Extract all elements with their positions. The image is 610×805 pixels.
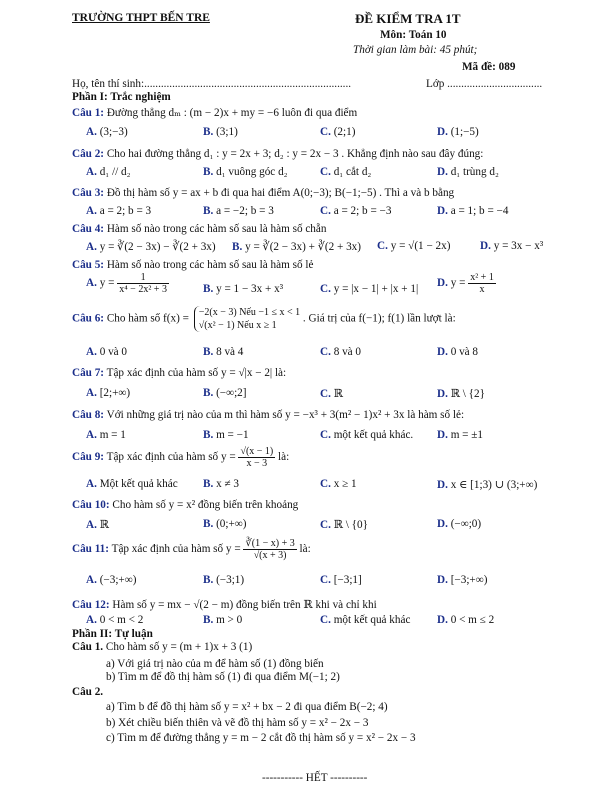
- student-name-field: Họ, tên thí sinh:..........................................................................: [72, 78, 352, 90]
- q10-option-b: B. (0;+∞): [203, 518, 247, 530]
- q9-option-b: B. x ≠ 3: [203, 478, 239, 490]
- class-field: Lớp ..................................: [426, 78, 543, 90]
- q11-option-d: D. [−3;+∞): [437, 574, 488, 586]
- subject: Môn: Toán 10: [380, 29, 447, 41]
- q9-option-d: D. x ∈ [1;3) ∪ (3;+∞): [437, 479, 538, 491]
- q2-option-c: C. d₁ cắt d₂: [320, 166, 372, 178]
- q4-option-c: C. y = √(1 − 2x): [377, 240, 451, 252]
- q12-option-d: D. 0 < m ≤ 2: [437, 614, 495, 626]
- q8-option-d: D. m = ±1: [437, 429, 484, 441]
- part1-title: Phần I: Trắc nghiệm: [72, 91, 171, 103]
- q11-option-c: C. [−3;1]: [320, 574, 362, 586]
- q2-option-a: A. d₁ // d₂: [86, 166, 131, 178]
- essay-q1-a: a) Với giá trị nào của m để hàm số (1) đồng biến: [106, 658, 324, 670]
- q1-option-c: C. (2;1): [320, 126, 356, 138]
- q6-option-c: C. 8 và 0: [320, 346, 362, 358]
- exam-code: Mã đề: 089: [462, 61, 516, 73]
- q5-option-a: A. y = $\frac{1}{\text{x⁴ − 2x² + 3}}$: [86, 272, 167, 295]
- q10-option-c: C. ℝ \ {0}: [320, 519, 369, 531]
- q4-option-d: D. y = 3x − x³: [480, 240, 544, 252]
- q7-option-b: B. (−∞;2]: [203, 387, 247, 399]
- question-4: Câu 4: Hàm số nào trong các hàm số sau là hàm số chẵn: [72, 223, 327, 235]
- q9-option-a: A. Một kết quả khác: [86, 478, 178, 490]
- q7-option-c: C. ℝ: [320, 388, 343, 400]
- question-8: Câu 8: Với những giá trị nào của m thì hàm số y = −x³ + 3(m² − 1)x² + 3x là hàm số lẻ:: [72, 409, 465, 421]
- q10-option-d: D. (−∞;0): [437, 518, 482, 530]
- q7-option-a: A. [2;+∞): [86, 387, 131, 399]
- q6-option-a: A. 0 và 0: [86, 346, 128, 358]
- q3-option-d: D. a = 1; b = −4: [437, 205, 509, 217]
- q3-option-b: B. a = −2; b = 3: [203, 205, 274, 217]
- q2-option-d: D. d₁ trùng d₂: [437, 166, 499, 178]
- piecewise-cases: −2(x − 3) Nếu −1 ≤ x < 1 √(x² − 1) Nếu x ≥ 1: [194, 306, 300, 332]
- q8-option-c: C. một kết quả khác.: [320, 429, 414, 441]
- q4-option-a: A. y = ∛(2 − 3x) − ∛(2 + 3x): [86, 241, 216, 253]
- q4-option-b: B. y = ∛(2 − 3x) + ∛(2 + 3x): [232, 241, 361, 253]
- question-2: Câu 2: Cho hai đường thẳng d₁ : y = 2x + 3; d₂ : y = 2x − 3 . Khẳng định nào sau đây đúng:: [72, 148, 484, 160]
- question-7: Câu 7: Tập xác định của hàm số y = √|x − 2| là:: [72, 367, 287, 379]
- q8-option-b: B. m = −1: [203, 429, 249, 441]
- time-limit: Thời gian làm bài: 45 phút;: [353, 44, 478, 56]
- q1-option-a: A. (3;−3): [86, 126, 128, 138]
- q3-option-a: A. a = 2; b = 3: [86, 205, 152, 217]
- school-name: TRƯỜNG THPT BẾN TRE: [72, 12, 210, 24]
- question-5: Câu 5: Hàm số nào trong các hàm số sau là hàm số lẻ: [72, 259, 314, 271]
- question-3: Câu 3: Đồ thị hàm số y = ax + b đi qua hai điểm A(0;−3); B(−1;−5) . Thì a và b bằng: [72, 187, 455, 199]
- q1-option-d: D. (1;−5): [437, 126, 479, 138]
- q2-option-b: B. d₁ vuông góc d₂: [203, 166, 288, 178]
- question-10: Câu 10: Cho hàm số y = x² đồng biến trên khoảng: [72, 499, 299, 511]
- question-12: Câu 12: Hàm số y = mx − √(2 − m) đồng biến trên ℝ khi và chỉ khi: [72, 599, 377, 611]
- q3-option-c: C. a = 2; b = −3: [320, 205, 392, 217]
- essay-question-2: Câu 2.: [72, 686, 104, 698]
- q5-option-b: B. y = 1 − 3x + x³: [203, 283, 284, 295]
- end-marker: ----------- HẾT ----------: [262, 772, 368, 784]
- essay-q1-b: b) Tìm m để đồ thị hàm số (1) đi qua điểm M(−1; 2): [106, 671, 340, 683]
- essay-q2-b: b) Xét chiều biến thiên và vẽ đồ thị hàm số y = x² − 2x − 3: [106, 717, 369, 729]
- q10-option-a: A. ℝ: [86, 519, 109, 531]
- part2-title: Phần II: Tự luận: [72, 628, 153, 640]
- q11-option-b: B. (−3;1): [203, 574, 245, 586]
- q6-option-b: B. 8 và 4: [203, 346, 244, 358]
- essay-question-1: Câu 1. Cho hàm số y = (m + 1)x + 3 (1): [72, 641, 253, 653]
- q7-option-d: D. ℝ \ {2}: [437, 388, 486, 400]
- q5-option-c: C. y = |x − 1| + |x + 1|: [320, 283, 419, 295]
- q11-option-a: A. (−3;+∞): [86, 574, 137, 586]
- q5-option-d: D. y = $\frac{\text{x² + 1}}{x}$: [437, 272, 494, 295]
- q6-option-d: D. 0 và 8: [437, 346, 479, 358]
- essay-q2-c: c) Tìm m để đường thẳng y = m − 2 cắt đồ thị hàm số y = x² − 2x − 3: [106, 732, 416, 744]
- exam-title: ĐỀ KIỂM TRA 1T: [355, 11, 461, 26]
- q8-option-a: A. m = 1: [86, 429, 126, 441]
- question-9: Câu 9: Tập xác định của hàm số y = $\frac{√(x - 1)}{x - 3}$ là:: [72, 446, 290, 469]
- q1-option-b: B. (3;1): [203, 126, 238, 138]
- q9-option-c: C. x ≥ 1: [320, 478, 357, 490]
- q12-option-a: A. 0 < m < 2: [86, 614, 144, 626]
- q12-option-b: B. m > 0: [203, 614, 243, 626]
- essay-q2-a: a) Tìm b để đồ thị hàm số y = x² + bx − 2 đi qua điểm B(−2; 4): [106, 701, 388, 713]
- question-11: Câu 11: Tập xác định của hàm số y = $\frac{∛(1 - x) + 3}{√(x + 3)}$ là:: [72, 538, 311, 561]
- question-6: Câu 6: Cho hàm số f(x) = −2(x − 3) Nếu −1 ≤ x < 1 √(x² − 1) Nếu x ≥ 1 . Giá trị của f(−1); f(1) lần lượt là:: [72, 307, 456, 331]
- question-1: Câu 1: Đường thẳng dₘ : (m − 2)x + my = −6 luôn đi qua điểm: [72, 107, 358, 119]
- q12-option-c: C. một kết quả khác: [320, 614, 411, 626]
